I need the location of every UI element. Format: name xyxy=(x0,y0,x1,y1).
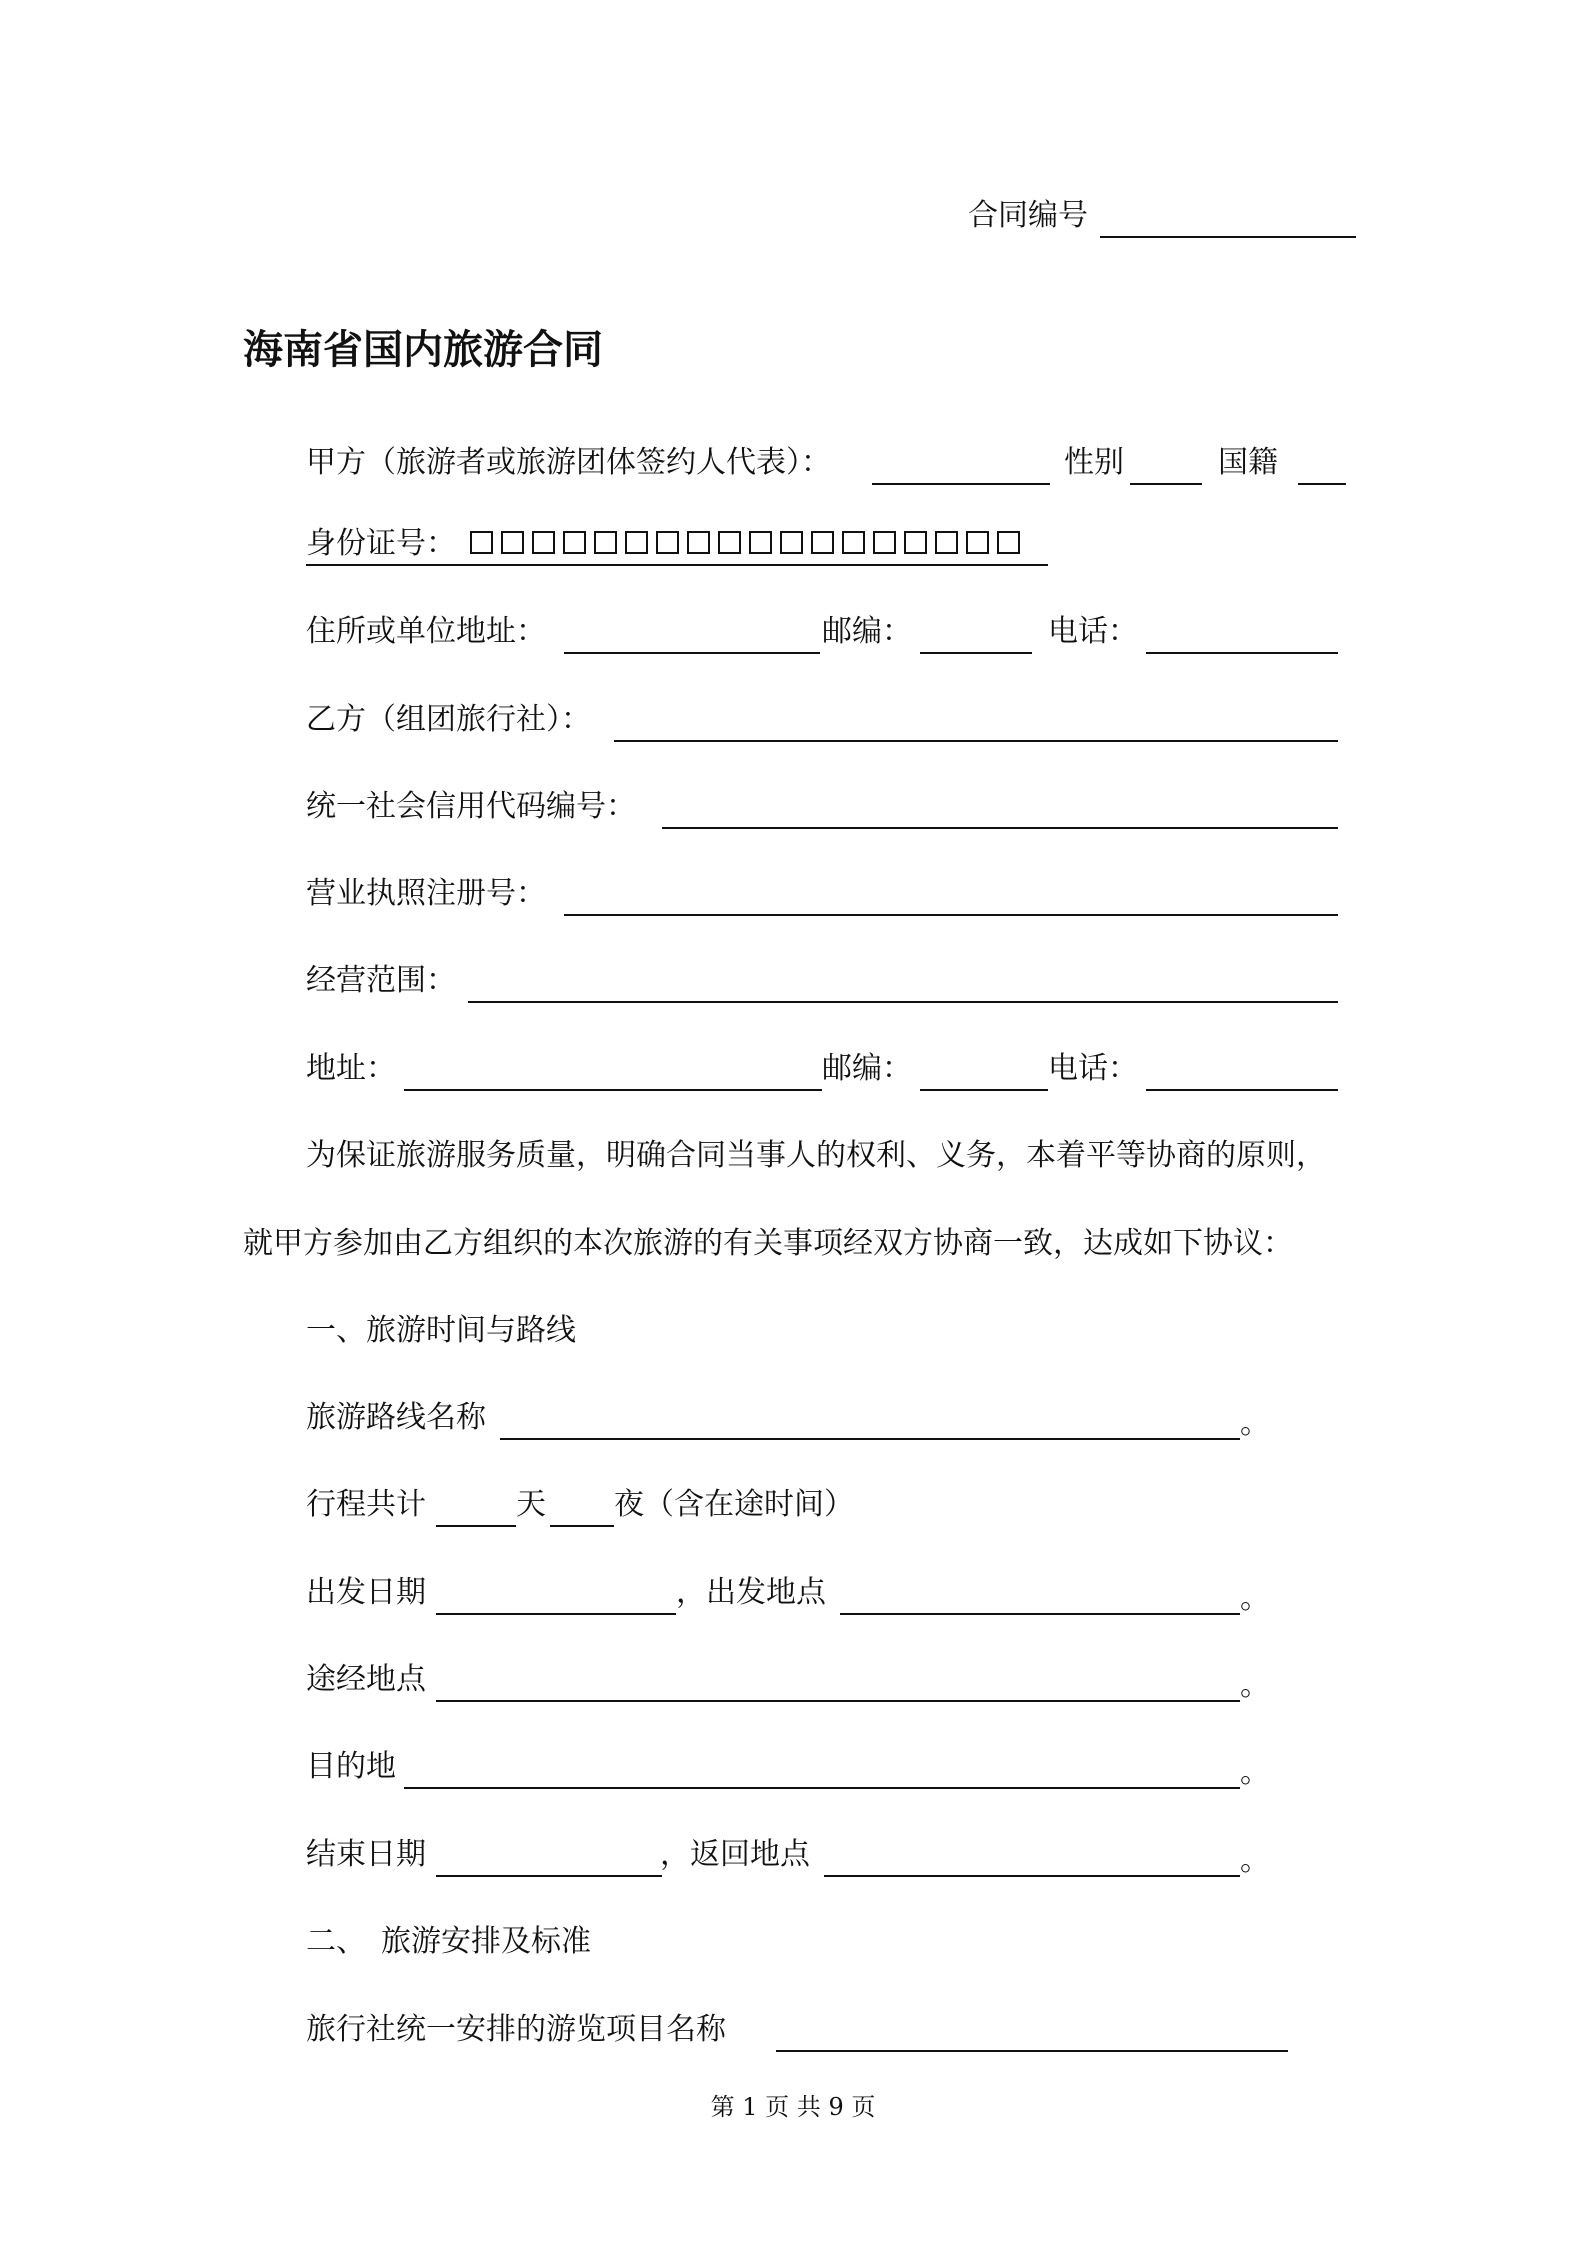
id-number-boxes[interactable] xyxy=(470,531,1028,559)
page-number: 第 1 页 共 9 页 xyxy=(710,2093,876,2121)
party-a-phone-field[interactable] xyxy=(1146,652,1338,654)
section-1-heading: 一、旅游时间与路线 xyxy=(306,1313,576,1348)
id-digit-box[interactable] xyxy=(966,531,989,554)
party-a-postcode-field[interactable] xyxy=(920,652,1032,654)
depart-place-label: ，出发地点 xyxy=(676,1575,826,1610)
party-b-postcode-field[interactable] xyxy=(920,1089,1048,1091)
id-digit-box[interactable] xyxy=(656,531,679,554)
depart-place-field[interactable] xyxy=(840,1613,1240,1615)
id-digit-box[interactable] xyxy=(470,531,493,554)
id-number-label: 身份证号： xyxy=(306,526,456,561)
party-b-address-label: 地址： xyxy=(306,1051,396,1086)
party-a-label: 甲方（旅游者或旅游团体签约人代表）： xyxy=(306,445,831,480)
id-digit-box[interactable] xyxy=(532,531,555,554)
party-a-address-label: 住所或单位地址： xyxy=(306,614,546,649)
credit-code-field[interactable] xyxy=(662,827,1338,829)
party-a-postcode-label: 邮编： xyxy=(822,614,912,649)
end-date-field[interactable] xyxy=(436,1875,662,1877)
end-date-label: 结束日期 xyxy=(306,1837,426,1872)
id-digit-box[interactable] xyxy=(842,531,865,554)
license-field[interactable] xyxy=(564,914,1338,916)
id-digit-box[interactable] xyxy=(563,531,586,554)
via-period: 。 xyxy=(1240,1668,1270,1703)
id-number-underline xyxy=(306,564,1048,566)
days-label: 天 xyxy=(516,1487,546,1522)
id-digit-box[interactable] xyxy=(873,531,896,554)
duration-label: 行程共计 xyxy=(306,1487,426,1522)
gender-label: 性别 xyxy=(1064,445,1124,480)
id-digit-box[interactable] xyxy=(749,531,772,554)
route-name-field[interactable] xyxy=(500,1438,1240,1440)
section-2-heading: 二、 旅游安排及标准 xyxy=(306,1924,591,1959)
id-digit-box[interactable] xyxy=(780,531,803,554)
party-b-phone-field[interactable] xyxy=(1146,1089,1338,1091)
return-place-label: ，返回地点 xyxy=(660,1837,810,1872)
days-field[interactable] xyxy=(436,1525,516,1527)
tour-items-label: 旅行社统一安排的游览项目名称 xyxy=(306,2012,726,2047)
destination-period: 。 xyxy=(1240,1755,1270,1790)
gender-field[interactable] xyxy=(1130,483,1202,485)
preamble-line-2: 就甲方参加由乙方组织的本次旅游的有关事项经双方协商一致，达成如下协议： xyxy=(243,1226,1293,1261)
nights-label: 夜（含在途时间） xyxy=(614,1487,854,1522)
via-field[interactable] xyxy=(436,1700,1240,1702)
nights-field[interactable] xyxy=(550,1525,614,1527)
destination-field[interactable] xyxy=(404,1787,1240,1789)
scope-field[interactable] xyxy=(468,1001,1338,1003)
license-label: 营业执照注册号： xyxy=(306,876,546,911)
party-b-phone-label: 电话： xyxy=(1048,1051,1138,1086)
id-digit-box[interactable] xyxy=(718,531,741,554)
id-digit-box[interactable] xyxy=(935,531,958,554)
id-digit-box[interactable] xyxy=(997,531,1020,554)
document-title: 海南省国内旅游合同 xyxy=(243,327,603,373)
route-name-label: 旅游路线名称 xyxy=(306,1400,486,1435)
id-digit-box[interactable] xyxy=(687,531,710,554)
id-digit-box[interactable] xyxy=(501,531,524,554)
scope-label: 经营范围： xyxy=(306,963,456,998)
depart-date-field[interactable] xyxy=(436,1613,676,1615)
via-label: 途经地点 xyxy=(306,1662,426,1697)
id-digit-box[interactable] xyxy=(594,531,617,554)
route-period: 。 xyxy=(1240,1406,1270,1441)
contract-number-field[interactable] xyxy=(1100,236,1356,238)
nationality-field[interactable] xyxy=(1298,483,1346,485)
depart-date-label: 出发日期 xyxy=(306,1575,426,1610)
credit-code-label: 统一社会信用代码编号： xyxy=(306,789,636,824)
party-b-address-field[interactable] xyxy=(404,1089,822,1091)
party-a-address-field[interactable] xyxy=(564,652,820,654)
nationality-label: 国籍 xyxy=(1218,445,1278,480)
id-digit-box[interactable] xyxy=(625,531,648,554)
party-b-label: 乙方（组团旅行社）： xyxy=(306,702,591,737)
party-b-postcode-label: 邮编： xyxy=(822,1051,912,1086)
tour-items-field[interactable] xyxy=(776,2050,1288,2052)
return-period: 。 xyxy=(1240,1843,1270,1878)
id-digit-box[interactable] xyxy=(904,531,927,554)
party-b-name-field[interactable] xyxy=(614,740,1338,742)
return-place-field[interactable] xyxy=(824,1875,1240,1877)
party-a-name-field[interactable] xyxy=(872,483,1050,485)
depart-period: 。 xyxy=(1240,1581,1270,1616)
id-digit-box[interactable] xyxy=(811,531,834,554)
destination-label: 目的地 xyxy=(306,1749,396,1784)
preamble-line-1: 为保证旅游服务质量，明确合同当事人的权利、义务，本着平等协商的原则， xyxy=(306,1138,1326,1173)
contract-number-label: 合同编号 xyxy=(968,198,1088,233)
party-a-phone-label: 电话： xyxy=(1048,614,1138,649)
